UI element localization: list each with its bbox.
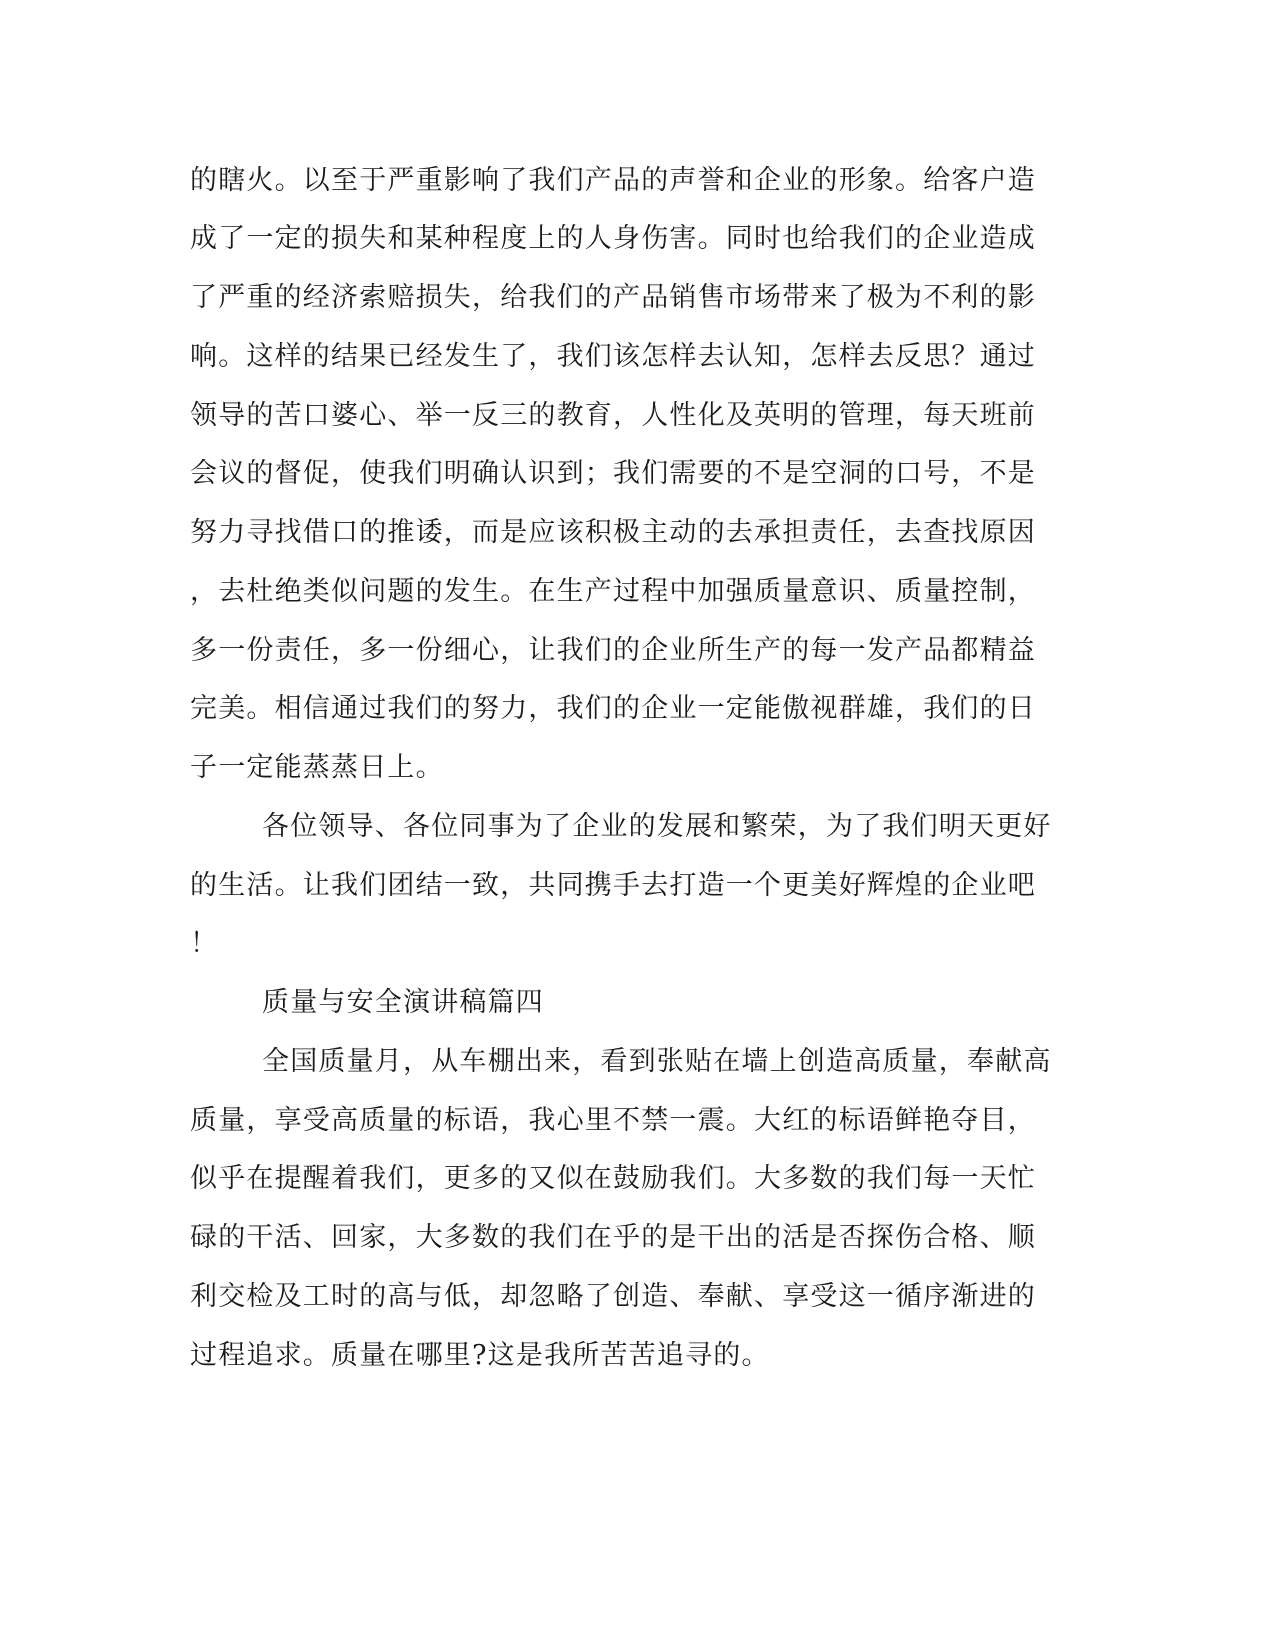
- text-line: 多一份责任，多一份细心，让我们的企业所生产的每一发产品都精益: [190, 635, 1036, 666]
- text-line: 的瞎火。以至于严重影响了我们产品的声誉和企业的形象。给客户造: [190, 165, 1036, 196]
- text-line: 利交检及工时的高与低，却忽略了创造、奉献、享受这一循序渐进的: [190, 1281, 1036, 1312]
- paragraph-first-line: 各位领导、各位同事为了企业的发展和繁荣，为了我们明天更好: [262, 811, 1052, 842]
- text-line: ！: [190, 928, 219, 959]
- text-line: 的生活。让我们团结一致，共同携手去打造一个更美好辉煌的企业吧: [190, 870, 1036, 901]
- text-line: ，去杜绝类似问题的发生。在生产过程中加强质量意识、质量控制，: [190, 576, 1036, 607]
- text-line: 似乎在提醒着我们，更多的又似在鼓励我们。大多数的我们每一天忙: [190, 1163, 1036, 1194]
- text-line: 响。这样的结果已经发生了，我们该怎样去认知，怎样去反思？通过: [190, 341, 1036, 372]
- section-heading: 质量与安全演讲稿篇四: [262, 987, 544, 1018]
- text-line: 过程追求。质量在哪里?这是我所苦苦追寻的。: [190, 1340, 770, 1371]
- text-line: 完美。相信通过我们的努力，我们的企业一定能傲视群雄，我们的日: [190, 693, 1036, 724]
- text-line: 碌的干活、回家，大多数的我们在乎的是干出的活是否探伤合格、顺: [190, 1222, 1036, 1253]
- text-line: 子一定能蒸蒸日上。: [190, 752, 444, 783]
- text-line: 成了一定的损失和某种程度上的人身伤害。同时也给我们的企业造成: [190, 223, 1036, 254]
- paragraph-first-line: 全国质量月，从车棚出来，看到张贴在墙上创造高质量，奉献高: [262, 1046, 1052, 1077]
- text-line: 质量，享受高质量的标语，我心里不禁一震。大红的标语鲜艳夺目，: [190, 1105, 1036, 1136]
- text-line: 会议的督促，使我们明确认识到；我们需要的不是空洞的口号，不是: [190, 458, 1036, 489]
- text-line: 了严重的经济索赔损失，给我们的产品销售市场带来了极为不利的影: [190, 282, 1036, 313]
- text-line: 领导的苦口婆心、举一反三的教育，人性化及英明的管理，每天班前: [190, 400, 1036, 431]
- text-line: 努力寻找借口的推诿，而是应该积极主动的去承担责任，去查找原因: [190, 517, 1036, 548]
